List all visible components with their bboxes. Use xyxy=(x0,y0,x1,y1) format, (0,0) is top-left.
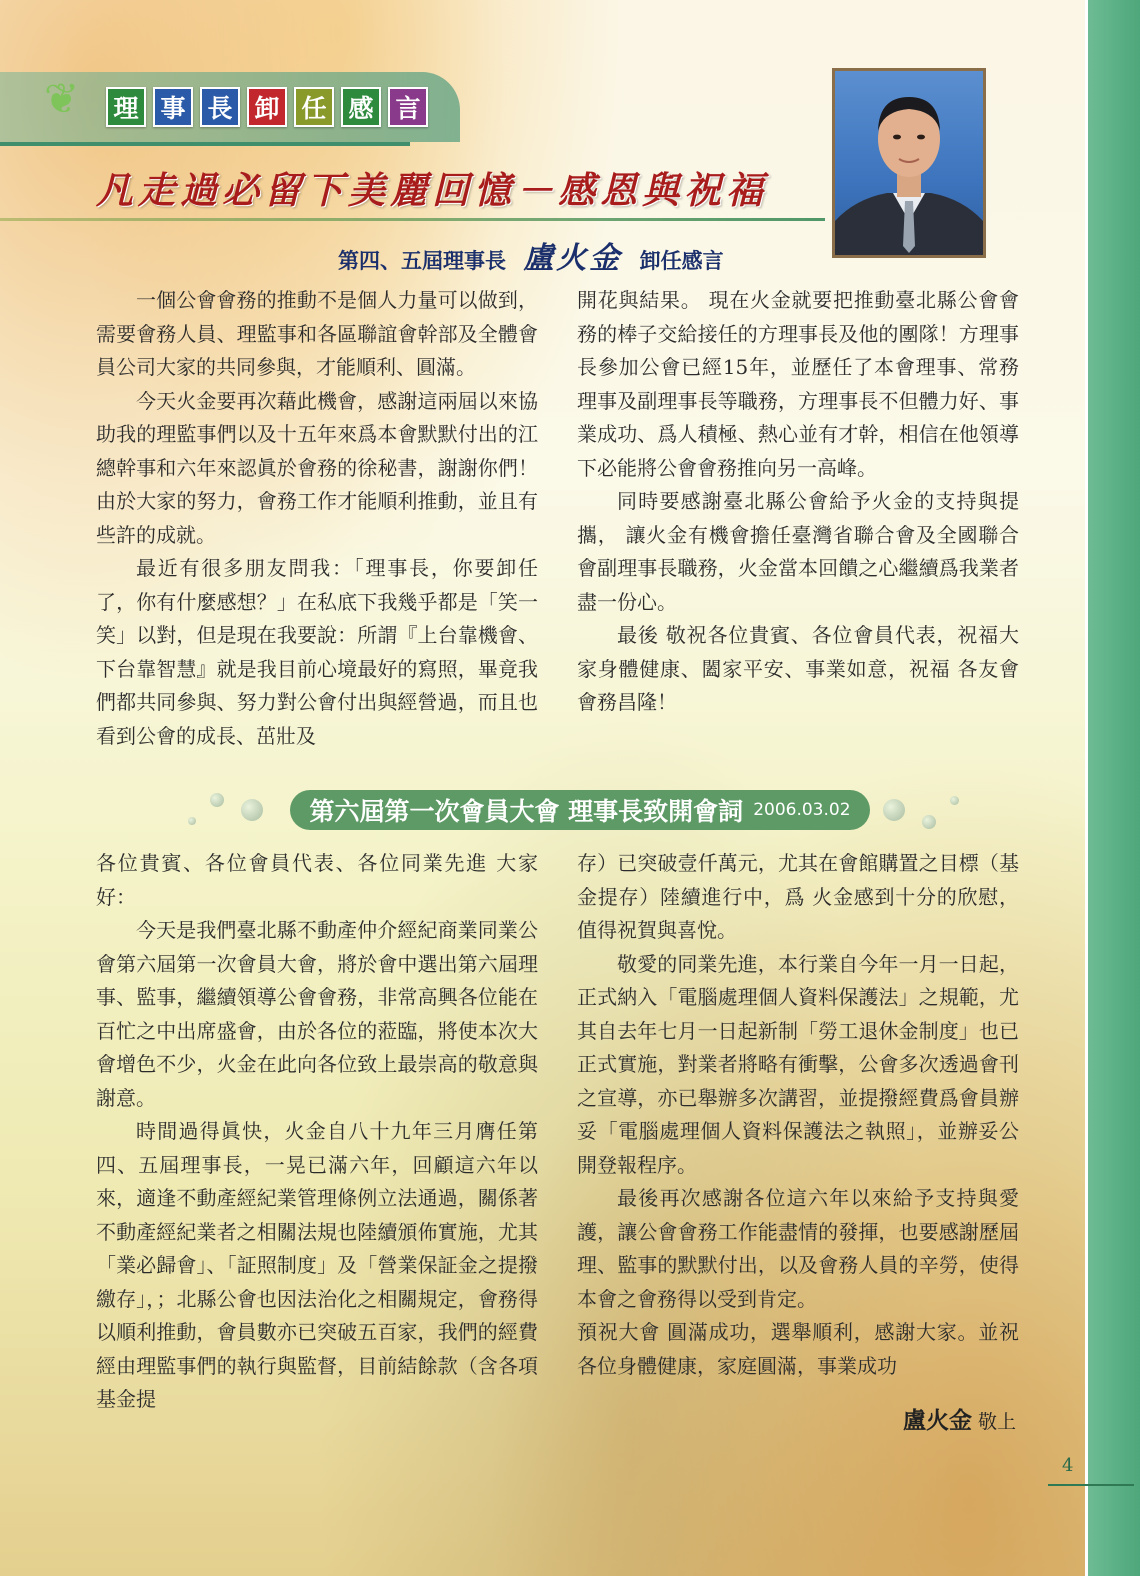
decor-bubble xyxy=(883,799,905,821)
speech-banner-title: 第六屆第一次會員大會 理事長致開會詞 xyxy=(309,797,744,826)
paragraph: 最後 敬祝各位貴賓、各位會員代表，祝福大家身體健康、闔家平安、事業如意，祝福 各友會會務昌隆！ xyxy=(577,623,1019,714)
speech-column-left xyxy=(96,847,538,1417)
section-tag-char: 長 xyxy=(200,87,240,127)
decor-bubble xyxy=(188,817,196,825)
signature-name: 盧火金 xyxy=(902,1408,972,1434)
page-title: 凡走過必留下美麗回憶－感恩與祝福 xyxy=(96,168,768,212)
speech-banner xyxy=(290,790,870,830)
paragraph: 預祝大會 圓滿成功，選舉順利，感謝大家。並祝各位身體健康，家庭圓滿，事業成功 xyxy=(577,1320,1019,1378)
decor-bubble xyxy=(950,796,959,805)
paragraph: 最近有很多朋友問我：「理事長，你要卸任了，你有什麼感想？」在私底下我幾乎都是「笑一笑」以對，但是現在我要說：所謂『上台靠機會、下台靠智慧』就是我目前心境最好的寫照，畢竟我們都共同參與、努力對公會付出與經營過，而且也看到公會的成長、茁壯及 xyxy=(96,556,538,748)
paragraph: 存）已突破壹仟萬元，尤其在會館購置之目標（基金提存）陸續進行中，爲 火金感到十分的欣慰，值得祝賀與喜悅。 xyxy=(577,851,1019,942)
byline-prefix: 第四、五屆理事長 xyxy=(338,249,506,273)
section-tag-char: 理 xyxy=(106,87,146,127)
decor-bubble xyxy=(922,815,936,829)
decor-bubble xyxy=(210,793,224,807)
paragraph: 今天火金要再次藉此機會，感謝這兩屆以來協助我的理監事們以及十五年來爲本會默默付出的江總幹事和六年來認眞於會務的徐秘書，謝謝你們！由於大家的努力，會務工作才能順利推動，並且有些許的成就。 xyxy=(96,388,538,547)
section-tag xyxy=(106,87,428,127)
farewell-column-right xyxy=(577,284,1019,720)
paragraph: 一個公會會務的推動不是個人力量可以做到，需要會務人員、理監事和各區聯誼會幹部及全體會員公司大家的共同參與，才能順利、圓滿。 xyxy=(96,288,538,379)
title-divider xyxy=(0,218,825,221)
section-tag-char: 事 xyxy=(153,87,193,127)
byline-name: 盧火金 xyxy=(523,241,623,276)
section-tag-char: 感 xyxy=(341,87,381,127)
speech-column-right xyxy=(577,847,1019,1383)
paragraph: 開花與結果。 現在火金就要把推動臺北縣公會會務的棒子交給接任的方理事長及他的團隊！方理事長參加公會已經15年，並歷任了本會理事、常務理事及副理事長等職務，方理事長不但體力好、事業成功、爲人積極、熱心並有才幹，相信在他領導下必能將公會會務推向另一高峰。 xyxy=(577,288,1019,480)
page-number: 4 xyxy=(1062,1455,1074,1476)
butterfly-icon: ❦ xyxy=(44,74,80,123)
decor-bubble xyxy=(241,799,263,821)
paragraph: 時間過得眞快，火金自八十九年三月膺任第四、五屆理事長，一晃已滿六年，回顧這六年以來，適逢不動產經紀業管理條例立法通過，關係著不動產經紀業者之相關法規也陸續頒佈實施，尤其「業必歸會」、「証照制度」及「營業保証金之提撥繳存」，；北縣公會也因法治化之相關規定，會務得以順利推動，會員數亦已突破五百家，我們的經費經由理監事們的執行與監督，目前結餘款（含各項基金提 xyxy=(96,1119,538,1411)
portrait-photo xyxy=(832,68,986,258)
byline xyxy=(338,233,724,277)
paragraph: 最後再次感謝各位這六年以來給予支持與愛護，讓公會會務工作能盡情的發揮，也要感謝歷屆理、監事的默默付出，以及會務人員的辛勞，使得本會之會務得以受到肯定。 xyxy=(577,1186,1019,1311)
section-tag-char: 言 xyxy=(388,87,428,127)
farewell-column-left xyxy=(96,284,538,753)
paragraph: 各位貴賓、各位會員代表、各位同業先進 大家好： xyxy=(96,851,538,909)
signature xyxy=(903,1402,1016,1435)
byline-suffix: 卸任感言 xyxy=(639,249,724,273)
side-stripe xyxy=(1088,0,1140,1576)
side-stripe-divider xyxy=(1085,0,1088,1576)
paragraph: 同時要感謝臺北縣公會給予火金的支持與提攜， 讓火金有機會擔任臺灣省聯合會及全國聯合會副理事長職務，火金當本回饋之心繼續爲我業者盡一份心。 xyxy=(577,489,1019,614)
paragraph: 今天是我們臺北縣不動產仲介經紀商業同業公會第六屆第一次會員大會，將於會中選出第六屆理事、監事，繼續領導公會會務，非常高興各位能在百忙之中出席盛會，由於各位的蒞臨，將使本次大會增色不少，火金在此向各位致上最崇高的敬意與謝意。 xyxy=(96,918,538,1110)
signature-suffix: 敬上 xyxy=(977,1411,1016,1433)
section-tag-char: 任 xyxy=(294,87,334,127)
speech-banner-date: 2006.03.02 xyxy=(753,800,851,820)
section-tag-char: 卸 xyxy=(247,87,287,127)
section-banner-rule xyxy=(0,142,410,146)
page-number-rule xyxy=(1048,1484,1134,1486)
paragraph: 敬愛的同業先進，本行業自今年一月一日起，正式納入「電腦處理個人資料保護法」之規範，尤其自去年七月一日起新制「勞工退休金制度」也已正式實施，對業者將略有衝擊，公會多次透過會刊之宣導，亦已舉辦多次講習，並提撥經費爲會員辦妥「電腦處理個人資料保護法之執照」，並辦妥公開登報程序。 xyxy=(577,951,1019,1177)
